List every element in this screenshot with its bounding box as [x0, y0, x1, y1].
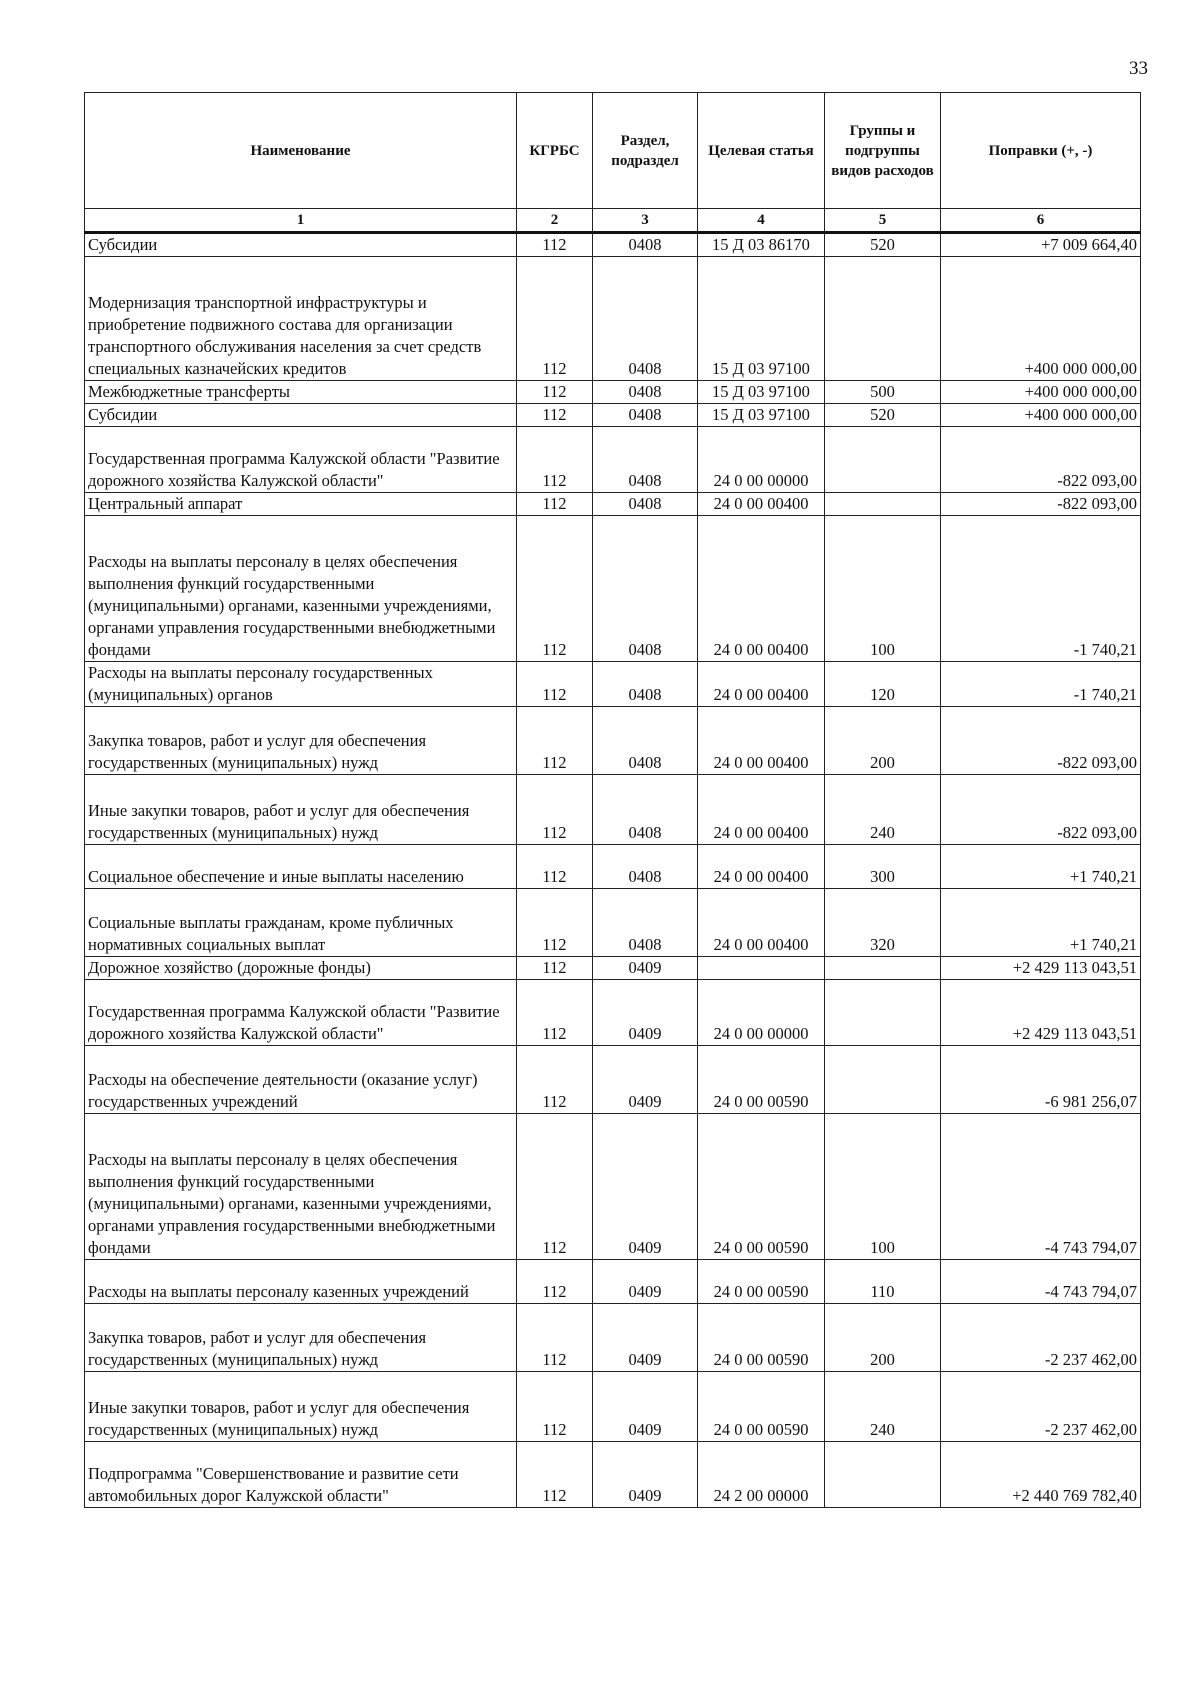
row-statya-cell: 24 2 00 00000	[698, 1442, 825, 1508]
row-name-cell: Центральный аппарат	[85, 493, 517, 516]
header-statya: Целевая статья	[698, 93, 825, 209]
row-name-cell: Субсидии	[85, 404, 517, 427]
row-amount-cell: +1 740,21	[941, 889, 1141, 957]
row-kgrbs-cell: 112	[517, 980, 593, 1046]
header-kgrbs: КГРБС	[517, 93, 593, 209]
row-vid-cell: 320	[825, 889, 941, 957]
row-statya-cell: 24 0 00 00400	[698, 662, 825, 707]
row-vid-cell: 200	[825, 1304, 941, 1372]
header-razdel: Раздел, подраздел	[593, 93, 698, 209]
row-razdel-cell: 0408	[593, 707, 698, 775]
row-kgrbs-cell: 112	[517, 427, 593, 493]
row-kgrbs-cell: 112	[517, 707, 593, 775]
row-vid-cell: 110	[825, 1260, 941, 1304]
row-kgrbs-cell: 112	[517, 845, 593, 889]
row-name-cell: Расходы на обеспечение деятельности (оказание услуг) государственных учреждений	[85, 1046, 517, 1114]
row-kgrbs-cell: 112	[517, 1372, 593, 1442]
table-row	[85, 889, 1141, 957]
row-razdel-cell: 0408	[593, 516, 698, 662]
row-statya-cell: 15 Д 03 86170	[698, 233, 825, 257]
table-row	[85, 1046, 1141, 1114]
row-vid-cell	[825, 257, 941, 381]
row-statya-cell: 24 0 00 00400	[698, 845, 825, 889]
row-kgrbs-cell: 112	[517, 957, 593, 980]
row-amount-cell: -822 093,00	[941, 427, 1141, 493]
row-amount-cell: +7 009 664,40	[941, 233, 1141, 257]
table-row	[85, 427, 1141, 493]
row-vid-cell: 520	[825, 404, 941, 427]
row-razdel-cell: 0408	[593, 845, 698, 889]
row-amount-cell: +400 000 000,00	[941, 404, 1141, 427]
row-vid-cell: 120	[825, 662, 941, 707]
row-razdel-cell: 0409	[593, 980, 698, 1046]
row-vid-cell: 100	[825, 516, 941, 662]
table-row	[85, 493, 1141, 516]
row-vid-cell	[825, 980, 941, 1046]
row-razdel-cell: 0408	[593, 257, 698, 381]
header-amount: Поправки (+, -)	[941, 93, 1141, 209]
row-name-cell: Субсидии	[85, 233, 517, 257]
row-statya-cell: 24 0 00 00400	[698, 493, 825, 516]
table-row	[85, 1114, 1141, 1260]
row-razdel-cell: 0408	[593, 427, 698, 493]
row-razdel-cell: 0409	[593, 1046, 698, 1114]
row-name-cell: Закупка товаров, работ и услуг для обеспечения государственных (муниципальных) нужд	[85, 1304, 517, 1372]
row-name-cell: Социальное обеспечение и иные выплаты населению	[85, 845, 517, 889]
table-row	[85, 516, 1141, 662]
row-statya-cell: 15 Д 03 97100	[698, 257, 825, 381]
row-razdel-cell: 0409	[593, 957, 698, 980]
row-kgrbs-cell: 112	[517, 1114, 593, 1260]
row-razdel-cell: 0409	[593, 1304, 698, 1372]
table-row	[85, 662, 1141, 707]
column-number: 5	[825, 209, 941, 233]
row-statya-cell: 15 Д 03 97100	[698, 404, 825, 427]
row-amount-cell: -822 093,00	[941, 775, 1141, 845]
row-razdel-cell: 0409	[593, 1442, 698, 1508]
row-statya-cell: 24 0 00 00400	[698, 775, 825, 845]
row-vid-cell	[825, 1046, 941, 1114]
row-vid-cell	[825, 493, 941, 516]
row-kgrbs-cell: 112	[517, 1304, 593, 1372]
row-amount-cell: -822 093,00	[941, 707, 1141, 775]
row-statya-cell: 24 0 00 00000	[698, 427, 825, 493]
row-razdel-cell: 0408	[593, 662, 698, 707]
column-number: 4	[698, 209, 825, 233]
row-kgrbs-cell: 112	[517, 516, 593, 662]
row-statya-cell: 24 0 00 00400	[698, 889, 825, 957]
row-statya-cell: 24 0 00 00590	[698, 1046, 825, 1114]
row-name-cell: Расходы на выплаты персоналу в целях обеспечения выполнения функций государственными (муниципальными) органами, казенными учреждениями, органами управления государственными внебюджетными фондами	[85, 1114, 517, 1260]
row-vid-cell: 100	[825, 1114, 941, 1260]
table-row	[85, 980, 1141, 1046]
table-row	[85, 233, 1141, 257]
row-razdel-cell: 0408	[593, 493, 698, 516]
budget-table	[84, 92, 1141, 1508]
column-number: 3	[593, 209, 698, 233]
row-amount-cell: -1 740,21	[941, 662, 1141, 707]
row-kgrbs-cell: 112	[517, 775, 593, 845]
row-vid-cell: 240	[825, 775, 941, 845]
row-name-cell: Расходы на выплаты персоналу в целях обеспечения выполнения функций государственными (муниципальными) органами, казенными учреждениями, органами управления государственными внебюджетными фондами	[85, 516, 517, 662]
row-kgrbs-cell: 112	[517, 1046, 593, 1114]
row-razdel-cell: 0409	[593, 1114, 698, 1260]
row-amount-cell: +2 429 113 043,51	[941, 980, 1141, 1046]
row-amount-cell: +2 429 113 043,51	[941, 957, 1141, 980]
row-statya-cell	[698, 957, 825, 980]
row-kgrbs-cell: 112	[517, 257, 593, 381]
row-amount-cell: -2 237 462,00	[941, 1304, 1141, 1372]
row-amount-cell: -4 743 794,07	[941, 1114, 1141, 1260]
row-name-cell: Государственная программа Калужской области "Развитие дорожного хозяйства Калужской области"	[85, 427, 517, 493]
row-vid-cell	[825, 427, 941, 493]
row-vid-cell: 520	[825, 233, 941, 257]
table-row	[85, 845, 1141, 889]
row-amount-cell: +2 440 769 782,40	[941, 1442, 1141, 1508]
row-amount-cell: +400 000 000,00	[941, 257, 1141, 381]
row-vid-cell: 500	[825, 381, 941, 404]
row-razdel-cell: 0408	[593, 233, 698, 257]
row-name-cell: Подпрограмма "Совершенствование и развитие сети автомобильных дорог Калужской области"	[85, 1442, 517, 1508]
row-name-cell: Дорожное хозяйство (дорожные фонды)	[85, 957, 517, 980]
row-kgrbs-cell: 112	[517, 1442, 593, 1508]
row-name-cell: Межбюджетные трансферты	[85, 381, 517, 404]
row-name-cell: Расходы на выплаты персоналу государственных (муниципальных) органов	[85, 662, 517, 707]
column-number: 2	[517, 209, 593, 233]
row-amount-cell: +1 740,21	[941, 845, 1141, 889]
row-razdel-cell: 0408	[593, 381, 698, 404]
column-number: 6	[941, 209, 1141, 233]
row-razdel-cell: 0409	[593, 1260, 698, 1304]
row-kgrbs-cell: 112	[517, 889, 593, 957]
row-statya-cell: 15 Д 03 97100	[698, 381, 825, 404]
row-razdel-cell: 0408	[593, 889, 698, 957]
row-statya-cell: 24 0 00 00590	[698, 1372, 825, 1442]
row-amount-cell: -822 093,00	[941, 493, 1141, 516]
page-number: 33	[1129, 58, 1148, 79]
table-row	[85, 1372, 1141, 1442]
table-row	[85, 257, 1141, 381]
table-row	[85, 1260, 1141, 1304]
row-amount-cell: -6 981 256,07	[941, 1046, 1141, 1114]
row-statya-cell: 24 0 00 00590	[698, 1260, 825, 1304]
row-amount-cell: -1 740,21	[941, 516, 1141, 662]
row-vid-cell: 200	[825, 707, 941, 775]
table-header-row	[85, 93, 1141, 209]
header-name: Наименование	[85, 93, 517, 209]
row-vid-cell: 300	[825, 845, 941, 889]
row-statya-cell: 24 0 00 00400	[698, 707, 825, 775]
table-row	[85, 1442, 1141, 1508]
row-name-cell: Иные закупки товаров, работ и услуг для обеспечения государственных (муниципальных) нужд	[85, 1372, 517, 1442]
row-name-cell: Расходы на выплаты персоналу казенных учреждений	[85, 1260, 517, 1304]
row-statya-cell: 24 0 00 00000	[698, 980, 825, 1046]
row-kgrbs-cell: 112	[517, 1260, 593, 1304]
table-row	[85, 1304, 1141, 1372]
row-kgrbs-cell: 112	[517, 381, 593, 404]
row-vid-cell	[825, 1442, 941, 1508]
row-name-cell: Социальные выплаты гражданам, кроме публичных нормативных социальных выплат	[85, 889, 517, 957]
table-row	[85, 381, 1141, 404]
table-row	[85, 404, 1141, 427]
row-kgrbs-cell: 112	[517, 493, 593, 516]
row-razdel-cell: 0409	[593, 1372, 698, 1442]
row-amount-cell: -2 237 462,00	[941, 1372, 1141, 1442]
row-name-cell: Государственная программа Калужской области "Развитие дорожного хозяйства Калужской области"	[85, 980, 517, 1046]
row-name-cell: Закупка товаров, работ и услуг для обеспечения государственных (муниципальных) нужд	[85, 707, 517, 775]
table-row	[85, 707, 1141, 775]
row-statya-cell: 24 0 00 00590	[698, 1114, 825, 1260]
table-row	[85, 957, 1141, 980]
row-kgrbs-cell: 112	[517, 662, 593, 707]
row-razdel-cell: 0408	[593, 775, 698, 845]
row-amount-cell: -4 743 794,07	[941, 1260, 1141, 1304]
row-statya-cell: 24 0 00 00400	[698, 516, 825, 662]
row-kgrbs-cell: 112	[517, 233, 593, 257]
table-row	[85, 775, 1141, 845]
row-vid-cell	[825, 957, 941, 980]
row-kgrbs-cell: 112	[517, 404, 593, 427]
row-statya-cell: 24 0 00 00590	[698, 1304, 825, 1372]
row-vid-cell: 240	[825, 1372, 941, 1442]
column-number: 1	[85, 209, 517, 233]
row-amount-cell: +400 000 000,00	[941, 381, 1141, 404]
row-razdel-cell: 0408	[593, 404, 698, 427]
row-name-cell: Иные закупки товаров, работ и услуг для обеспечения государственных (муниципальных) нужд	[85, 775, 517, 845]
header-vid: Группы и подгруппы видов расходов	[825, 93, 941, 209]
row-name-cell: Модернизация транспортной инфраструктуры и приобретение подвижного состава для организации транспортного обслуживания населения за счет средств специальных казначейских кредитов	[85, 257, 517, 381]
column-number-row	[85, 209, 1141, 233]
